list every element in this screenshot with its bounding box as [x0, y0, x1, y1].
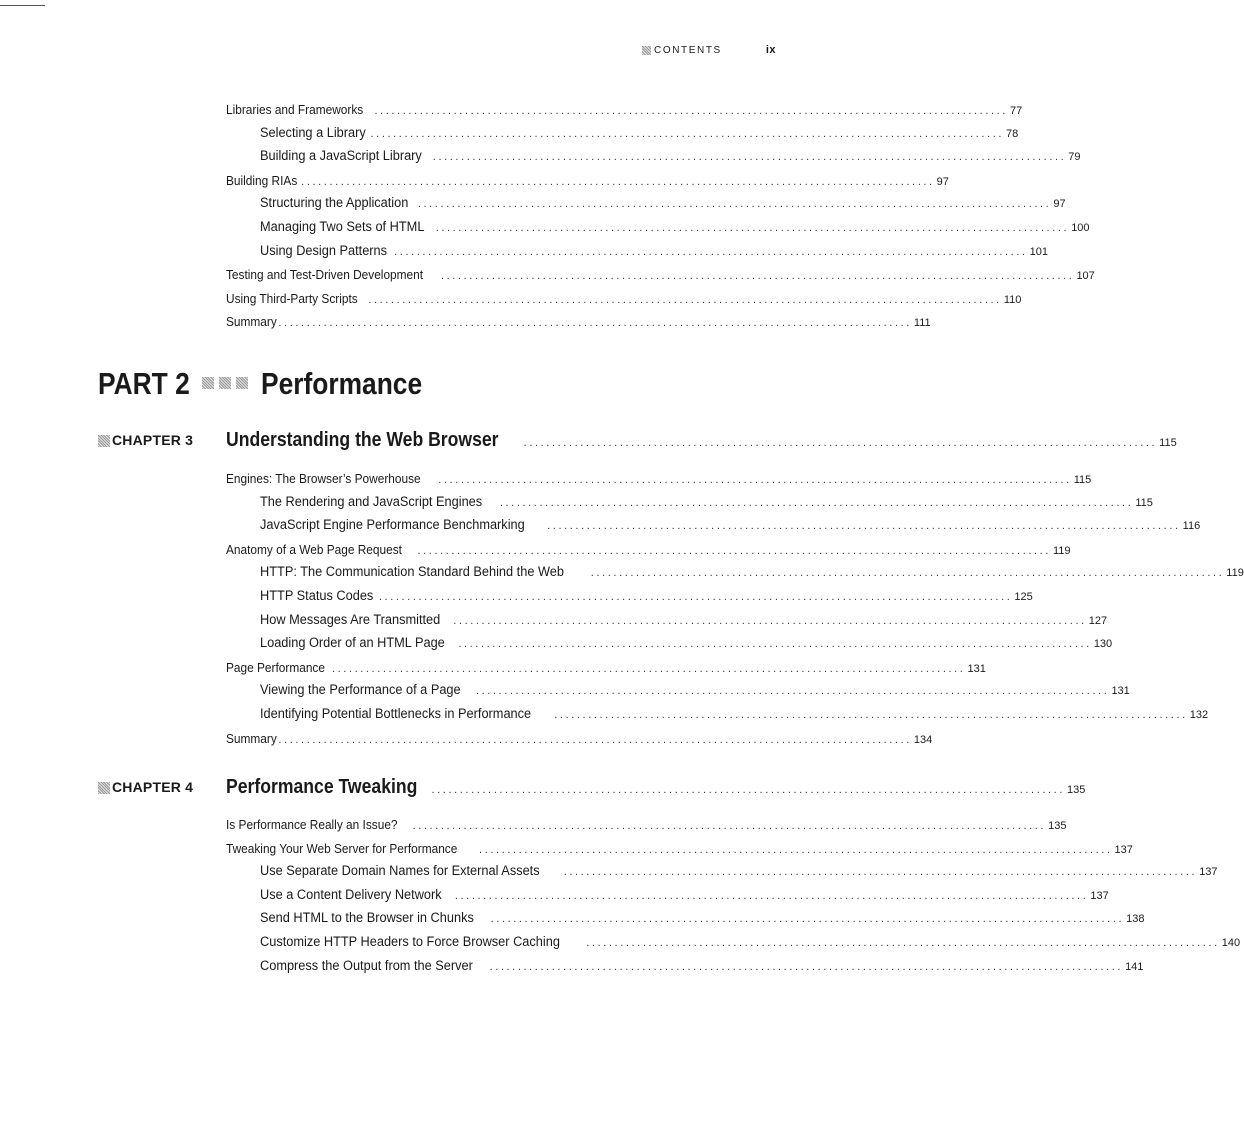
part-title: Performance — [260, 366, 423, 401]
toc-entry[interactable] — [226, 145, 1081, 169]
toc-entry[interactable] — [226, 491, 1153, 515]
toc-entry-title: Viewing the Performance of a Page — [260, 682, 461, 699]
toc-entry[interactable] — [226, 837, 1133, 861]
toc-entry-title: HTTP: The Communication Standard Behind the Web — [260, 564, 565, 581]
toc-entry-page: 100 — [1071, 221, 1090, 234]
leader-dots: ................................................................................................................ — [563, 866, 1198, 879]
toc-entry-page: 115 — [1073, 474, 1092, 486]
toc-entry-page: 131 — [1111, 685, 1130, 698]
toc-entry[interactable] — [226, 727, 933, 751]
leader-dots: ................................................................................................................ — [475, 685, 1110, 698]
toc-entry-title: Tweaking Your Web Server for Performance — [226, 840, 458, 856]
leader-dots: ................................................................................................................ — [438, 474, 1072, 486]
running-header — [642, 44, 776, 56]
toc-entry-title: HTTP Status Codes — [260, 587, 374, 604]
toc-entry-title: Page Performance — [226, 659, 325, 675]
leader-dots: ................................................................................................................ — [417, 544, 1051, 557]
toc-entry-title: Using Design Patterns — [260, 242, 388, 259]
gray-square-icon — [202, 377, 214, 389]
toc-entry-title: Anatomy of a Web Page Request — [226, 541, 402, 557]
chapter-title: Performance Tweaking — [226, 776, 418, 798]
toc-top-entries — [226, 98, 1095, 334]
part-heading — [98, 366, 450, 402]
toc-entry-title: Summary — [226, 314, 277, 330]
toc-entry[interactable] — [226, 561, 1244, 585]
toc-entry[interactable] — [226, 955, 1144, 979]
toc-entry-page: 116 — [1182, 520, 1201, 533]
toc-entry-title: Structuring the Application — [260, 195, 409, 212]
chapter-4-heading — [226, 771, 1086, 803]
leader-dots: ................................................................................................................ — [454, 889, 1089, 902]
toc-entry-title: Summary — [226, 730, 277, 746]
toc-entry-page: 110 — [1003, 293, 1022, 306]
toc-entry[interactable] — [226, 287, 1022, 311]
toc-entry[interactable] — [226, 703, 1209, 727]
toc-entry-title: Send HTML to the Browser in Chunks — [260, 910, 474, 927]
toc-entry-page: 137 — [1090, 889, 1109, 902]
leader-dots: ................................................................................................................ — [370, 127, 1005, 140]
toc-entry[interactable] — [226, 169, 949, 193]
toc-entry[interactable] — [226, 931, 1241, 955]
toc-entry-page: 131 — [967, 662, 986, 675]
toc-entry-page: 140 — [1221, 936, 1241, 949]
toc-entry-title: Libraries and Frameworks — [226, 102, 364, 117]
gray-square-icon — [98, 435, 110, 447]
toc-entry-page: 79 — [1068, 151, 1081, 164]
toc-entry-page: 130 — [1093, 638, 1113, 651]
leader-dots: ................................................................................................................ — [278, 733, 912, 746]
chapter-label: CHAPTER 4 — [98, 779, 193, 795]
toc-entry-page: 141 — [1125, 960, 1144, 973]
toc-entry-title: Loading Order of an HTML Page — [260, 635, 445, 652]
leader-dots: ................................................................................................................ — [590, 567, 1225, 580]
toc-entry[interactable] — [226, 813, 1067, 837]
toc-entry-page: 127 — [1088, 614, 1108, 627]
running-header-section: CONTENTS — [654, 44, 722, 56]
leader-dots: ................................................................................................................ — [440, 270, 1075, 283]
toc-entry[interactable] — [226, 216, 1090, 240]
toc-entry[interactable] — [226, 884, 1109, 908]
toc-entry[interactable] — [226, 632, 1113, 656]
toc-entry-page: 77 — [1009, 105, 1023, 117]
toc-entry[interactable] — [226, 585, 1033, 609]
toc-entry[interactable] — [226, 609, 1108, 633]
gray-square-icon — [98, 782, 110, 794]
leader-dots: ................................................................................................................ — [458, 638, 1092, 651]
leader-dots: ................................................................................................................ — [368, 293, 1002, 306]
toc-entry[interactable] — [226, 240, 1049, 264]
toc-entry-title: How Messages Are Transmitted — [260, 611, 441, 628]
leader-dots: ................................................................................................................ — [431, 784, 1065, 796]
leader-dots: ................................................................................................................ — [453, 614, 1087, 627]
corner-rule — [0, 5, 45, 6]
toc-entry-title: Building a JavaScript Library — [260, 148, 422, 165]
leader-dots: ................................................................................................................ — [278, 317, 912, 330]
leader-dots: ................................................................................................................ — [432, 151, 1067, 164]
toc-entry-title: The Rendering and JavaScript Engines — [260, 493, 483, 510]
leader-dots: ................................................................................................................ — [378, 590, 1013, 603]
toc-entry-page: 78 — [1006, 127, 1019, 140]
toc-entry-page: 97 — [936, 175, 949, 188]
toc-entry-page: 138 — [1126, 913, 1145, 926]
toc-entry-page: 137 — [1114, 843, 1133, 856]
leader-dots: ................................................................................................................ — [301, 175, 935, 188]
toc-entry[interactable] — [226, 310, 931, 334]
toc-entry[interactable] — [226, 467, 1092, 491]
toc-entry[interactable] — [226, 907, 1145, 931]
toc-entry[interactable] — [226, 679, 1130, 703]
toc-entry[interactable] — [226, 122, 1019, 146]
toc-entry[interactable] — [226, 192, 1066, 216]
toc-entry-title: Selecting a Library — [260, 124, 366, 141]
chapter-3-entries — [226, 467, 1244, 750]
leader-dots: ................................................................................................................ — [554, 708, 1188, 721]
toc-entry-page: 137 — [1199, 866, 1218, 879]
toc-entry-page: 132 — [1189, 708, 1209, 721]
toc-entry-title: Customize HTTP Headers to Force Browser Caching — [260, 933, 560, 950]
page-number: ix — [765, 44, 776, 56]
chapter-page: 135 — [1066, 784, 1086, 796]
toc-entry-title: Use a Content Delivery Network — [260, 886, 442, 903]
gray-square-icon — [236, 377, 248, 389]
chapter-label: CHAPTER 3 — [98, 432, 193, 448]
toc-entry-page: 101 — [1029, 245, 1049, 258]
leader-dots: ................................................................................................................ — [417, 198, 1052, 211]
toc-entry-page: 119 — [1053, 544, 1071, 557]
toc-entry-title: Identifying Potential Bottlenecks in Performance — [260, 705, 532, 722]
gray-square-icon — [219, 377, 231, 389]
toc-entry-title: Compress the Output from the Server — [260, 957, 473, 974]
toc-entry-page: 134 — [913, 733, 933, 746]
toc-entry-page: 107 — [1076, 270, 1095, 283]
toc-entry-page: 111 — [913, 317, 931, 330]
toc-entry[interactable] — [226, 98, 1023, 122]
toc-entry[interactable] — [226, 263, 1095, 287]
leader-dots: ................................................................................................................ — [394, 245, 1028, 258]
toc-entry[interactable] — [226, 538, 1071, 562]
leader-dots: ................................................................................................................ — [586, 936, 1220, 949]
chapter-title: Understanding the Web Browser — [226, 429, 499, 451]
toc-entry-page: 119 — [1226, 567, 1244, 580]
toc-entry-title: JavaScript Engine Performance Benchmarking — [260, 517, 525, 534]
leader-dots: ................................................................................................................ — [331, 662, 966, 675]
toc-entry-title: Testing and Test-Driven Development — [226, 267, 424, 283]
toc-entry-title: Is Performance Really an Issue? — [226, 817, 398, 832]
leader-dots: ................................................................................................................ — [523, 437, 1158, 449]
chapter-title-entry[interactable] — [226, 424, 1177, 456]
chapter-page: 115 — [1159, 437, 1177, 449]
toc-entry-page: 135 — [1048, 820, 1067, 832]
toc-entry[interactable] — [226, 860, 1218, 884]
toc-entry-title: Engines: The Browser’s Powerhouse — [226, 471, 421, 486]
leader-dots: ................................................................................................................ — [435, 221, 1070, 234]
chapter-title-entry[interactable] — [226, 771, 1086, 803]
leader-dots: ................................................................................................................ — [489, 960, 1124, 973]
toc-entry-page: 97 — [1053, 198, 1066, 211]
toc-entry-title: Building RIAs — [226, 172, 298, 188]
leader-dots: ................................................................................................................ — [479, 843, 1113, 856]
gray-square-icon — [642, 46, 651, 55]
leader-dots: ................................................................................................................ — [499, 496, 1134, 509]
leader-dots: ................................................................................................................ — [412, 820, 1047, 832]
toc-entry-page: 115 — [1135, 496, 1153, 509]
toc-entry-title: Managing Two Sets of HTML — [260, 218, 425, 235]
toc-entry-title: Using Third-Party Scripts — [226, 290, 358, 306]
toc-entry[interactable] — [226, 514, 1201, 538]
chapter-4-entries — [226, 813, 1241, 978]
toc-entry[interactable] — [226, 656, 986, 680]
leader-dots: ................................................................................................................ — [490, 913, 1125, 926]
chapter-3-heading — [226, 424, 1177, 456]
toc-entry-title: Use Separate Domain Names for External Assets — [260, 863, 540, 880]
toc-entry-page: 125 — [1014, 590, 1033, 603]
part-label: PART 2 — [98, 366, 190, 401]
leader-dots: ................................................................................................................ — [374, 105, 1008, 117]
leader-dots: ................................................................................................................ — [547, 520, 1181, 533]
part-separator — [202, 375, 253, 393]
